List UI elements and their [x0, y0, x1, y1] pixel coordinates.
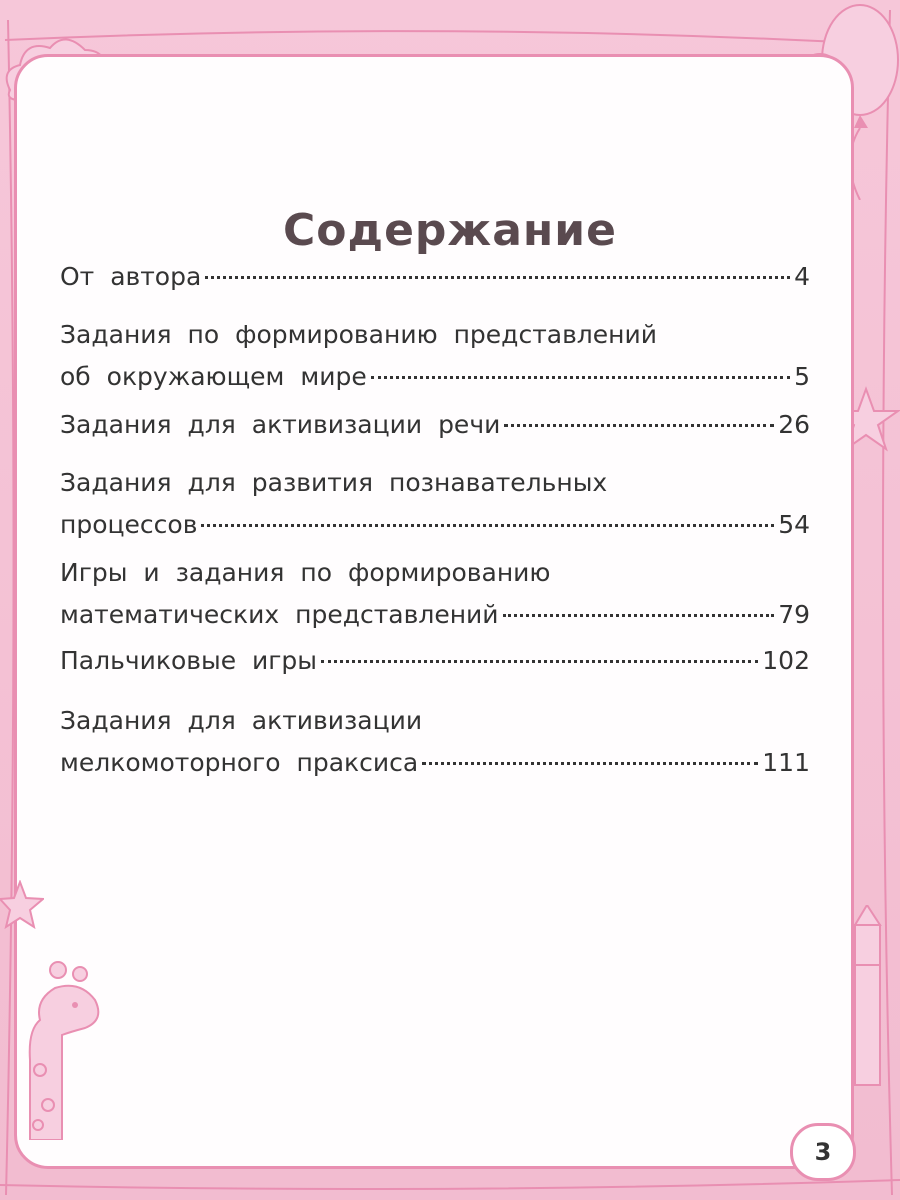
star-icon [0, 880, 44, 930]
toc-page-number: 54 [778, 510, 810, 539]
dot-leader [503, 614, 775, 617]
toc-entry[interactable] [60, 410, 810, 450]
pencil-icon [835, 905, 900, 1095]
toc-page-number: 111 [762, 748, 810, 777]
toc-entry[interactable] [60, 320, 810, 402]
toc-entry-title-continued: об окружающем мире [60, 362, 367, 391]
dot-leader [201, 524, 774, 527]
dot-leader [422, 762, 758, 765]
page-number-badge: 3 [790, 1123, 856, 1181]
toc-entry-title-continued: процессов [60, 510, 198, 539]
dot-leader [205, 276, 790, 279]
toc-entry-title: Задания для активизации [60, 706, 423, 735]
toc-entry-title-continued: математических представлений [60, 600, 499, 629]
toc-entry-title: Пальчиковые игры [60, 646, 318, 675]
toc-entry[interactable] [60, 262, 810, 302]
toc-page-number: 5 [794, 362, 810, 391]
toc-entry[interactable] [60, 706, 810, 788]
toc-page-number: 26 [778, 410, 810, 439]
toc-entry-title: Игры и задания по формированию [60, 558, 551, 587]
toc-entry-title-continued: мелкомоторного праксиса [60, 748, 419, 777]
toc-entry[interactable] [60, 468, 810, 550]
dot-leader [504, 424, 774, 427]
page-title: Содержание [283, 205, 617, 257]
giraffe-icon [0, 940, 110, 1140]
toc-entry-title: Задания для развития познавательных [60, 468, 608, 497]
toc-entry-title: Задания по формированию представлений [60, 320, 658, 349]
toc-entry[interactable] [60, 558, 810, 640]
toc-entry-title: От автора [60, 262, 202, 291]
toc-entry[interactable] [60, 646, 810, 686]
dot-leader [371, 376, 790, 379]
dot-leader [321, 660, 758, 663]
toc-entry-title: Задания для активизации речи [60, 410, 501, 439]
toc-page-number: 79 [778, 600, 810, 629]
toc-page-number: 4 [794, 262, 810, 291]
toc-page-number: 102 [762, 646, 810, 675]
